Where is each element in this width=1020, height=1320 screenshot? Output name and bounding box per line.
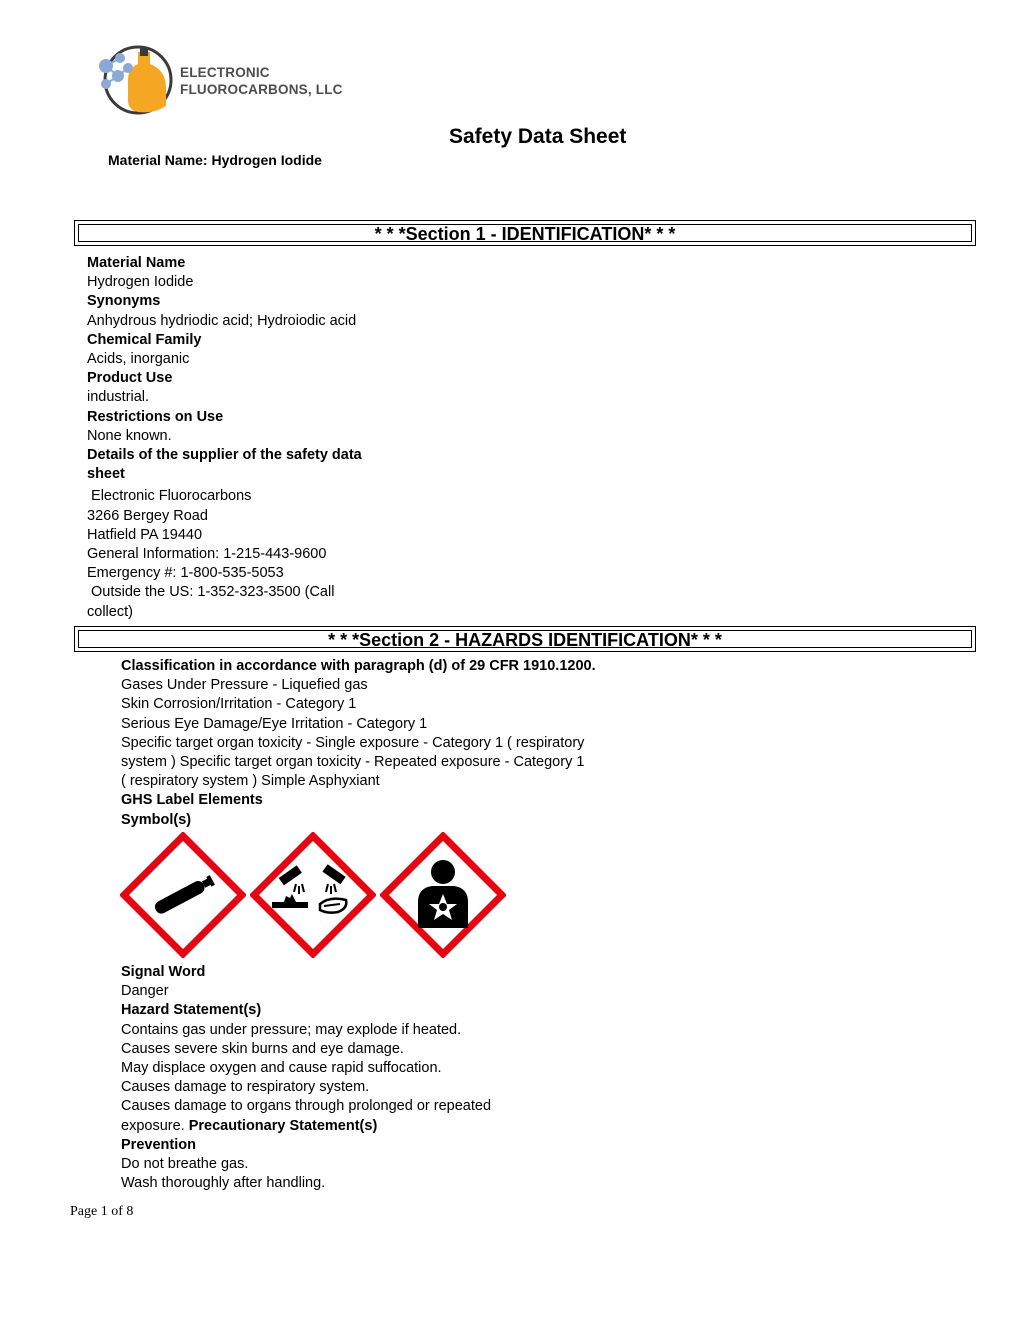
classification-label: Classification in accordance with paragraph (d) of 29 CFR 1910.1200.: [121, 658, 596, 674]
page-title: Safety Data Sheet: [449, 125, 627, 148]
logo-line-2: FLUOROCARBONS, LLC: [180, 82, 343, 97]
section-2-classification: [121, 657, 681, 830]
hazard-statement: May displace oxygen and cause rapid suffocation.: [121, 1060, 442, 1077]
hazard-statement: Causes damage to organs through prolonged or repeated: [121, 1098, 492, 1115]
corrosion-icon: [250, 832, 376, 958]
section-1-header: [74, 220, 976, 246]
field-label: Chemical Family: [87, 331, 202, 348]
field-label: Product Use: [87, 370, 173, 387]
field-label: Material Name: [87, 255, 186, 271]
field-label: Synonyms: [87, 293, 161, 310]
prevention-label: Prevention: [121, 1136, 196, 1153]
logo-mark-icon: [98, 44, 188, 118]
field-label: Restrictions on Use: [87, 408, 224, 425]
prevention-statement: Wash thoroughly after handling.: [121, 1175, 326, 1192]
header-material-name: Material Name: Hydrogen Iodide: [108, 152, 322, 168]
field-value: Hydrogen Iodide: [87, 274, 194, 291]
section-1-body: [87, 254, 417, 622]
section-1-title: * * *Section 1 - IDENTIFICATION* * *: [374, 224, 676, 244]
field-label: Details of the supplier of the safety data: [87, 447, 362, 464]
gas-cylinder-icon: [120, 832, 246, 958]
hazard-statement: Causes damage to respiratory system.: [121, 1079, 370, 1096]
logo-line-1: ELECTRONIC: [180, 65, 270, 80]
hazard-statement-cont: [121, 1117, 681, 1136]
classification-item: ( respiratory system ) Simple Asphyxiant: [121, 773, 380, 790]
field-value: Acids, inorganic: [87, 351, 190, 368]
section-2-title: * * *Section 2 - HAZARDS IDENTIFICATION* * *: [328, 630, 722, 650]
classification-item: Serious Eye Damage/Eye Irritation - Category 1: [121, 715, 428, 732]
classification-item: Skin Corrosion/Irritation - Category 1: [121, 696, 357, 713]
field-value: industrial.: [87, 389, 150, 406]
field-label: sheet: [87, 466, 125, 483]
emergency-phone: Emergency #: 1-800-535-5053: [87, 565, 284, 582]
section-2-header: [74, 626, 976, 652]
classification-item: Specific target organ toxicity - Single exposure - Category 1 ( respiratory: [121, 734, 585, 751]
hazard-statements-label: Hazard Statement(s): [121, 1002, 262, 1019]
prevention-statement: Do not breathe gas.: [121, 1156, 249, 1173]
field-value: None known.: [87, 427, 172, 444]
field-value: Anhydrous hydriodic acid; Hydroiodic acid: [87, 312, 357, 329]
hazard-statement-end: exposure.: [121, 1117, 189, 1134]
health-hazard-icon: [380, 832, 506, 958]
section-2-label-elements: [121, 963, 681, 1193]
precautionary-label: Precautionary Statement(s): [188, 1117, 378, 1134]
page-number: Page 1 of 8: [70, 1204, 134, 1219]
outside-us-phone: Outside the US: 1-352-323-3500 (Call: [87, 584, 335, 601]
hazard-statement: Causes severe skin burns and eye damage.: [121, 1040, 404, 1057]
signal-word-label: Signal Word: [121, 964, 206, 980]
ghs-label: GHS Label Elements: [121, 792, 263, 809]
supplier-name: Electronic Fluorocarbons: [87, 488, 252, 505]
supplier-phone: General Information: 1-215-443-9600: [87, 546, 327, 563]
signal-word-value: Danger: [121, 983, 169, 1000]
hazard-statement: Contains gas under pressure; may explode if heated.: [121, 1021, 462, 1038]
logo-wordmark: [180, 64, 343, 98]
outside-us-phone-cont: collect): [87, 603, 133, 620]
supplier-address: Hatfield PA 19440: [87, 526, 203, 543]
supplier-address: 3266 Bergey Road: [87, 507, 208, 524]
classification-item: system ) Specific target organ toxicity - Repeated exposure - Category 1: [121, 754, 585, 771]
classification-item: Gases Under Pressure - Liquefied gas: [121, 677, 368, 694]
symbols-label: Symbol(s): [121, 811, 192, 828]
